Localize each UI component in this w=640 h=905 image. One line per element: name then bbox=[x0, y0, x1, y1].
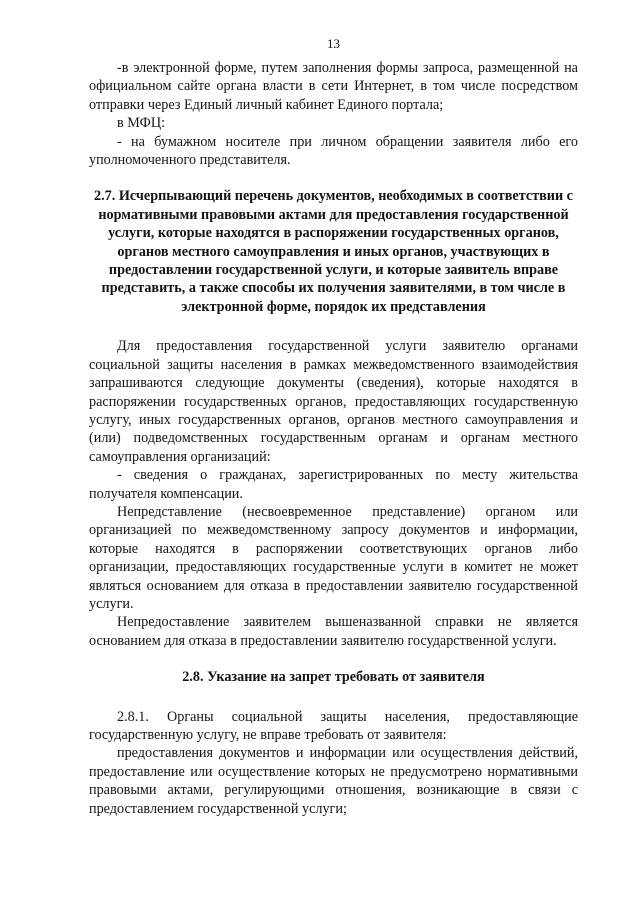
paragraph-2-7-4: Непредоставление заявителем вышеназванной справки не является основанием для отказа в предоставлении заявителю государственной услуги. bbox=[89, 614, 578, 649]
paragraph-2-7-3: Непредставление (несвоевременное представление) органом или организацией по межведомственному запросу документов и информации, которые находятся в распоряжении соответствующих органов либо организации, предоставляющих государственные услуги в комитет не может являться основанием для отказа в предоставлении заявителю государственной услуги. bbox=[89, 503, 578, 612]
section-heading-2-8: 2.8. Указание на запрет требовать от заявителя bbox=[182, 669, 485, 686]
paragraph-2-8-2: предоставления документов и информации или осуществления действий, предоставление или осуществление которых не предусмотрено нормативными правовыми актами, регулирующими отношения, возникающие в связи с предоставлением государственной услуги; bbox=[89, 745, 578, 817]
paragraph-electronic-form: -в электронной форме, путем заполнения формы запроса, размещенной на официальном сайте органа власти в сети Интернет, в том числе посредством отправки через Единый личный кабинет Единого портала; bbox=[89, 60, 578, 113]
paragraph-paper-carrier: - на бумажном носителе при личном обращении заявителя либо его уполномоченного представителя. bbox=[89, 133, 578, 169]
section-heading-2-7: 2.7. Исчерпывающий перечень документов, необходимых в соответствии с нормативными правовыми актами для предоставления государственной услуги, которые находятся в распоряжении государственных органов, органов местного самоуправления и иных органов, участвующих в предоставлении государственной услуги, и которые заявитель вправе представить, а также способы их получения заявителями, в том числе в электронной форме, порядок их представления bbox=[94, 188, 573, 315]
page-content bbox=[89, 59, 578, 818]
paragraph-2-7-1: Для предоставления государственной услуги заявителю органами социальной защиты населения в рамках межведомственного взаимодействия запрашиваются следующие документы (сведения), которые находятся в распоряжении государственных органов, предоставляющих государственную услугу, иных государственных органов, органов местного самоуправления и (или) подведомственных государственным органам и органам местного самоуправления организаций: bbox=[89, 338, 578, 465]
paragraph-2-8-1: 2.8.1. Органы социальной защиты населения, предоставляющие государственную услугу, не вправе требовать от заявителя: bbox=[89, 708, 578, 743]
paragraph-mfc: в МФЦ: bbox=[117, 115, 166, 132]
document-page bbox=[89, 0, 578, 905]
paragraph-2-7-2: - сведения о гражданах, зарегистрированных по месту жительства получателя компенсации. bbox=[89, 467, 578, 502]
page-number: 13 bbox=[327, 36, 340, 51]
